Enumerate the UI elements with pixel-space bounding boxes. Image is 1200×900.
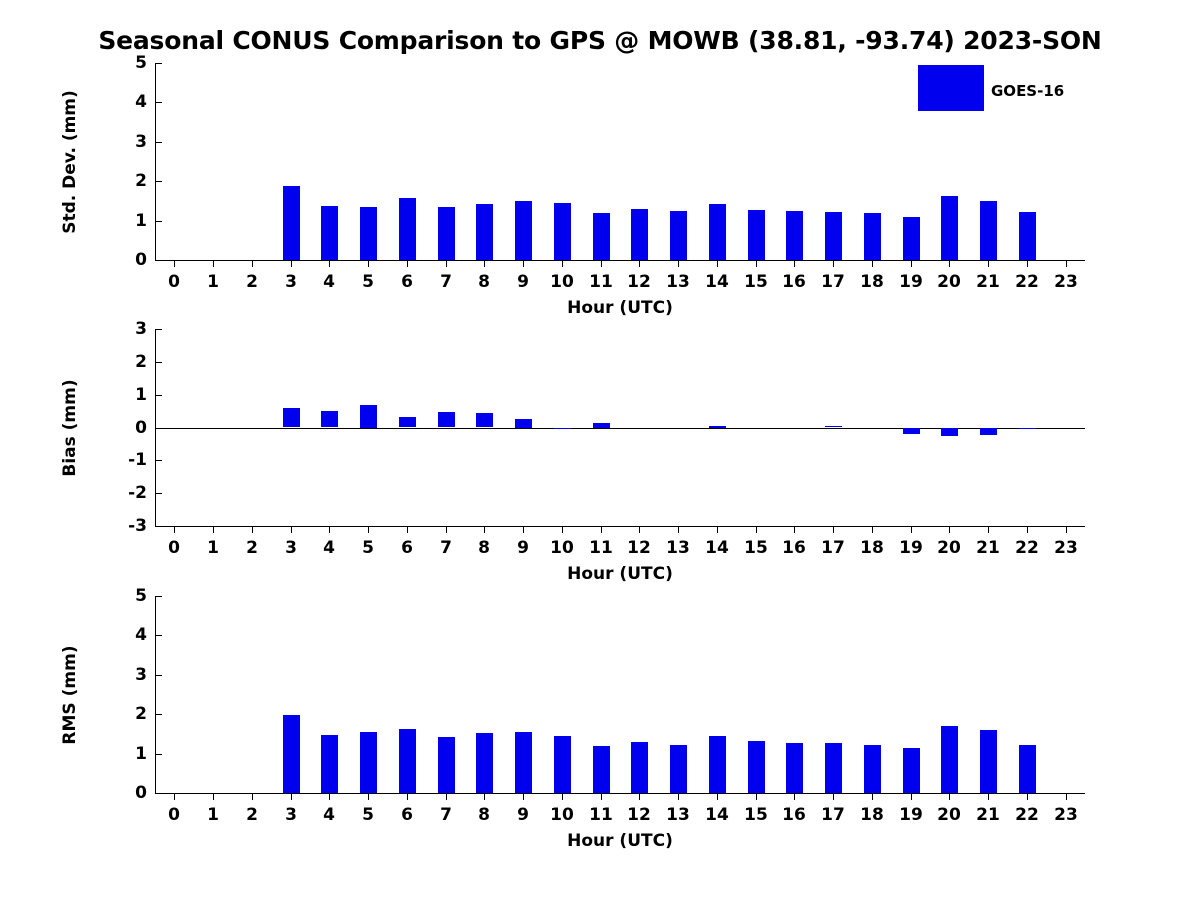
x-tick	[291, 793, 292, 800]
x-tick	[213, 793, 214, 800]
y-tick	[155, 63, 162, 64]
x-axis-title: Hour (UTC)	[567, 298, 673, 318]
x-tick-label: 16	[782, 805, 806, 825]
y-axis-line	[155, 63, 156, 260]
x-tick	[601, 526, 602, 533]
x-tick-label: 13	[666, 538, 690, 558]
bar	[786, 211, 803, 260]
x-tick	[949, 793, 950, 800]
bar	[864, 213, 881, 260]
x-tick-label: 16	[782, 538, 806, 558]
bar	[631, 742, 648, 793]
y-tick-label: 5	[135, 586, 147, 606]
bar	[321, 735, 338, 793]
x-tick-label: 10	[550, 805, 574, 825]
x-tick-label: 1	[207, 538, 219, 558]
y-tick	[155, 526, 162, 527]
x-tick-label: 4	[323, 272, 335, 292]
legend-swatch	[918, 65, 984, 111]
bar	[515, 201, 532, 260]
bar	[283, 186, 300, 260]
bar	[903, 217, 920, 260]
x-tick-label: 4	[323, 805, 335, 825]
x-tick	[446, 260, 447, 267]
x-tick	[911, 793, 912, 800]
x-tick-label: 17	[821, 272, 845, 292]
bar	[593, 746, 610, 793]
x-tick-label: 22	[1015, 538, 1039, 558]
x-tick	[407, 793, 408, 800]
x-axis-line	[155, 526, 1085, 527]
x-tick-label: 15	[744, 538, 768, 558]
x-tick-label: 0	[168, 538, 180, 558]
bar	[709, 736, 726, 793]
x-tick-label: 21	[976, 805, 1000, 825]
bar	[786, 743, 803, 793]
x-tick-label: 14	[705, 272, 729, 292]
x-tick	[368, 793, 369, 800]
x-tick-label: 16	[782, 272, 806, 292]
x-tick-label: 7	[440, 538, 452, 558]
x-tick	[523, 526, 524, 533]
bar	[283, 408, 300, 427]
bar	[1019, 428, 1036, 429]
x-tick	[717, 793, 718, 800]
bar	[825, 426, 842, 427]
x-tick-label: 9	[517, 272, 529, 292]
x-tick	[794, 526, 795, 533]
bar	[941, 726, 958, 793]
x-tick	[213, 526, 214, 533]
x-tick-label: 5	[362, 538, 374, 558]
chart-panel-rms	[60, 586, 1085, 851]
x-tick	[601, 793, 602, 800]
y-tick	[155, 181, 162, 182]
x-tick	[407, 260, 408, 267]
x-tick-label: 20	[937, 805, 961, 825]
x-axis-line	[155, 260, 1085, 261]
x-tick	[562, 260, 563, 267]
chart-panel-bias	[60, 319, 1085, 584]
x-tick-label: 23	[1054, 805, 1078, 825]
x-tick-label: 7	[440, 805, 452, 825]
y-tick	[155, 102, 162, 103]
x-tick-label: 3	[285, 805, 297, 825]
x-tick	[446, 526, 447, 533]
x-tick-label: 18	[860, 538, 884, 558]
y-tick-label: -1	[128, 450, 147, 470]
bar	[554, 736, 571, 793]
y-tick-label: -3	[128, 516, 147, 536]
x-tick-label: 2	[246, 272, 258, 292]
x-tick	[988, 793, 989, 800]
x-tick-label: 4	[323, 538, 335, 558]
x-tick	[213, 260, 214, 267]
bar	[321, 411, 338, 427]
x-tick	[252, 793, 253, 800]
y-tick-label: 2	[135, 171, 147, 191]
bar	[321, 206, 338, 260]
x-tick	[291, 260, 292, 267]
x-tick	[756, 793, 757, 800]
chart-title: Seasonal CONUS Comparison to GPS @ MOWB (38.81, -93.74) 2023-SON	[98, 26, 1102, 55]
y-tick	[155, 260, 162, 261]
x-tick	[562, 526, 563, 533]
x-tick-label: 22	[1015, 805, 1039, 825]
bar	[670, 211, 687, 260]
x-tick-label: 8	[478, 805, 490, 825]
y-tick	[155, 635, 162, 636]
y-tick-label: 1	[135, 385, 147, 405]
bar	[825, 212, 842, 260]
bar	[438, 207, 455, 260]
bar	[748, 741, 765, 793]
x-tick	[872, 526, 873, 533]
x-tick-label: 14	[705, 538, 729, 558]
y-tick-label: 3	[135, 319, 147, 339]
y-tick-label: 5	[135, 53, 147, 73]
bar	[360, 732, 377, 793]
x-tick	[988, 260, 989, 267]
x-tick-label: 13	[666, 805, 690, 825]
bar	[283, 715, 300, 793]
bar	[631, 209, 648, 260]
x-tick-label: 9	[517, 805, 529, 825]
x-tick	[833, 793, 834, 800]
x-tick	[174, 260, 175, 267]
x-tick	[717, 260, 718, 267]
y-tick	[155, 329, 162, 330]
y-tick-label: -2	[128, 483, 147, 503]
y-tick	[155, 493, 162, 494]
x-tick	[872, 793, 873, 800]
y-tick	[155, 142, 162, 143]
bar	[1019, 212, 1036, 260]
y-tick	[155, 596, 162, 597]
x-tick	[523, 793, 524, 800]
x-tick-label: 23	[1054, 272, 1078, 292]
y-tick-label: 4	[135, 625, 147, 645]
x-tick	[523, 260, 524, 267]
x-tick	[446, 793, 447, 800]
x-tick	[252, 526, 253, 533]
bar	[554, 428, 571, 429]
y-tick	[155, 362, 162, 363]
x-tick-label: 0	[168, 272, 180, 292]
x-tick	[1027, 260, 1028, 267]
x-tick	[252, 260, 253, 267]
x-tick-label: 17	[821, 538, 845, 558]
x-tick	[678, 793, 679, 800]
x-tick-label: 14	[705, 805, 729, 825]
x-tick-label: 11	[589, 805, 613, 825]
x-tick-label: 21	[976, 272, 1000, 292]
bar	[438, 412, 455, 427]
bar	[941, 196, 958, 260]
y-tick	[155, 675, 162, 676]
bar	[903, 748, 920, 793]
y-tick	[155, 714, 162, 715]
x-tick-label: 2	[246, 805, 258, 825]
bar	[476, 733, 493, 793]
bar	[593, 423, 610, 428]
x-tick	[756, 260, 757, 267]
x-tick	[484, 526, 485, 533]
legend-label: GOES-16	[991, 82, 1065, 100]
bar	[593, 213, 610, 260]
x-tick	[1027, 793, 1028, 800]
x-tick-label: 12	[627, 272, 651, 292]
y-axis-title: Bias (mm)	[60, 378, 80, 477]
x-tick	[794, 793, 795, 800]
x-tick	[678, 526, 679, 533]
bar	[980, 730, 997, 793]
y-tick	[155, 395, 162, 396]
x-tick	[639, 793, 640, 800]
x-tick-label: 18	[860, 805, 884, 825]
x-tick	[368, 260, 369, 267]
x-tick	[329, 260, 330, 267]
x-tick	[717, 526, 718, 533]
x-tick-label: 15	[744, 805, 768, 825]
y-tick	[155, 221, 162, 222]
x-tick-label: 1	[207, 272, 219, 292]
x-axis-title: Hour (UTC)	[567, 564, 673, 584]
x-tick	[1066, 526, 1067, 533]
bar	[476, 413, 493, 427]
x-axis-title: Hour (UTC)	[567, 831, 673, 851]
x-tick-label: 11	[589, 538, 613, 558]
y-tick-label: 3	[135, 665, 147, 685]
x-tick-label: 22	[1015, 272, 1039, 292]
x-tick	[988, 526, 989, 533]
x-tick	[794, 260, 795, 267]
x-tick	[329, 793, 330, 800]
x-tick-label: 9	[517, 538, 529, 558]
bar	[399, 729, 416, 793]
bar	[438, 737, 455, 793]
x-tick-label: 5	[362, 805, 374, 825]
x-tick-label: 2	[246, 538, 258, 558]
x-tick	[1066, 260, 1067, 267]
x-tick	[368, 526, 369, 533]
x-tick-label: 15	[744, 272, 768, 292]
x-tick-label: 0	[168, 805, 180, 825]
x-tick	[329, 526, 330, 533]
x-tick-label: 19	[899, 272, 923, 292]
y-axis-title: RMS (mm)	[60, 644, 80, 745]
bar	[709, 204, 726, 260]
y-tick-label: 2	[135, 352, 147, 372]
x-tick	[639, 260, 640, 267]
x-tick-label: 1	[207, 805, 219, 825]
y-tick-label: 3	[135, 132, 147, 152]
y-tick	[155, 754, 162, 755]
x-tick-label: 20	[937, 538, 961, 558]
x-tick	[949, 260, 950, 267]
x-tick	[833, 260, 834, 267]
bar	[554, 203, 571, 260]
x-tick-label: 8	[478, 272, 490, 292]
x-tick-label: 6	[401, 805, 413, 825]
x-tick-label: 7	[440, 272, 452, 292]
y-tick-label: 2	[135, 704, 147, 724]
x-tick-label: 12	[627, 805, 651, 825]
x-tick-label: 18	[860, 272, 884, 292]
bar	[515, 732, 532, 793]
x-tick-label: 20	[937, 272, 961, 292]
bar	[980, 201, 997, 260]
y-tick-label: 0	[135, 250, 147, 270]
x-tick	[911, 526, 912, 533]
bar	[515, 419, 532, 428]
x-tick-label: 6	[401, 272, 413, 292]
y-axis-title: Std. Dev. (mm)	[60, 89, 80, 234]
bar	[903, 428, 920, 434]
bar	[980, 428, 997, 435]
x-tick	[1027, 526, 1028, 533]
bar	[399, 198, 416, 260]
bar	[476, 204, 493, 260]
bar	[825, 743, 842, 793]
x-tick	[484, 260, 485, 267]
y-tick-label: 1	[135, 211, 147, 231]
bar	[709, 426, 726, 428]
x-tick-label: 12	[627, 538, 651, 558]
x-tick-label: 17	[821, 805, 845, 825]
y-tick-label: 0	[135, 783, 147, 803]
y-axis-line	[155, 596, 156, 793]
bar	[360, 207, 377, 260]
x-tick	[174, 793, 175, 800]
y-tick-label: 4	[135, 92, 147, 112]
x-tick	[174, 526, 175, 533]
x-tick	[949, 526, 950, 533]
x-tick	[756, 526, 757, 533]
y-tick	[155, 793, 162, 794]
bar	[360, 405, 377, 428]
bar	[670, 745, 687, 793]
x-tick	[639, 526, 640, 533]
x-tick	[562, 793, 563, 800]
x-tick-label: 23	[1054, 538, 1078, 558]
x-tick-label: 10	[550, 272, 574, 292]
x-tick-label: 3	[285, 272, 297, 292]
x-tick-label: 19	[899, 538, 923, 558]
y-tick	[155, 460, 162, 461]
x-tick-label: 8	[478, 538, 490, 558]
x-tick	[911, 260, 912, 267]
x-tick-label: 21	[976, 538, 1000, 558]
y-tick-label: 0	[135, 418, 147, 438]
x-tick	[484, 793, 485, 800]
x-tick-label: 6	[401, 538, 413, 558]
bar	[748, 210, 765, 260]
x-tick	[872, 260, 873, 267]
bar	[399, 417, 416, 427]
x-tick	[601, 260, 602, 267]
x-tick-label: 19	[899, 805, 923, 825]
x-tick-label: 3	[285, 538, 297, 558]
x-axis-line	[155, 793, 1085, 794]
x-tick-label: 10	[550, 538, 574, 558]
x-tick-label: 13	[666, 272, 690, 292]
x-tick	[833, 526, 834, 533]
x-tick	[1066, 793, 1067, 800]
bar	[941, 428, 958, 436]
x-tick	[407, 526, 408, 533]
x-tick	[678, 260, 679, 267]
x-tick-label: 11	[589, 272, 613, 292]
bar	[864, 745, 881, 793]
bar	[1019, 745, 1036, 793]
x-tick	[291, 526, 292, 533]
y-tick-label: 1	[135, 744, 147, 764]
x-tick-label: 5	[362, 272, 374, 292]
